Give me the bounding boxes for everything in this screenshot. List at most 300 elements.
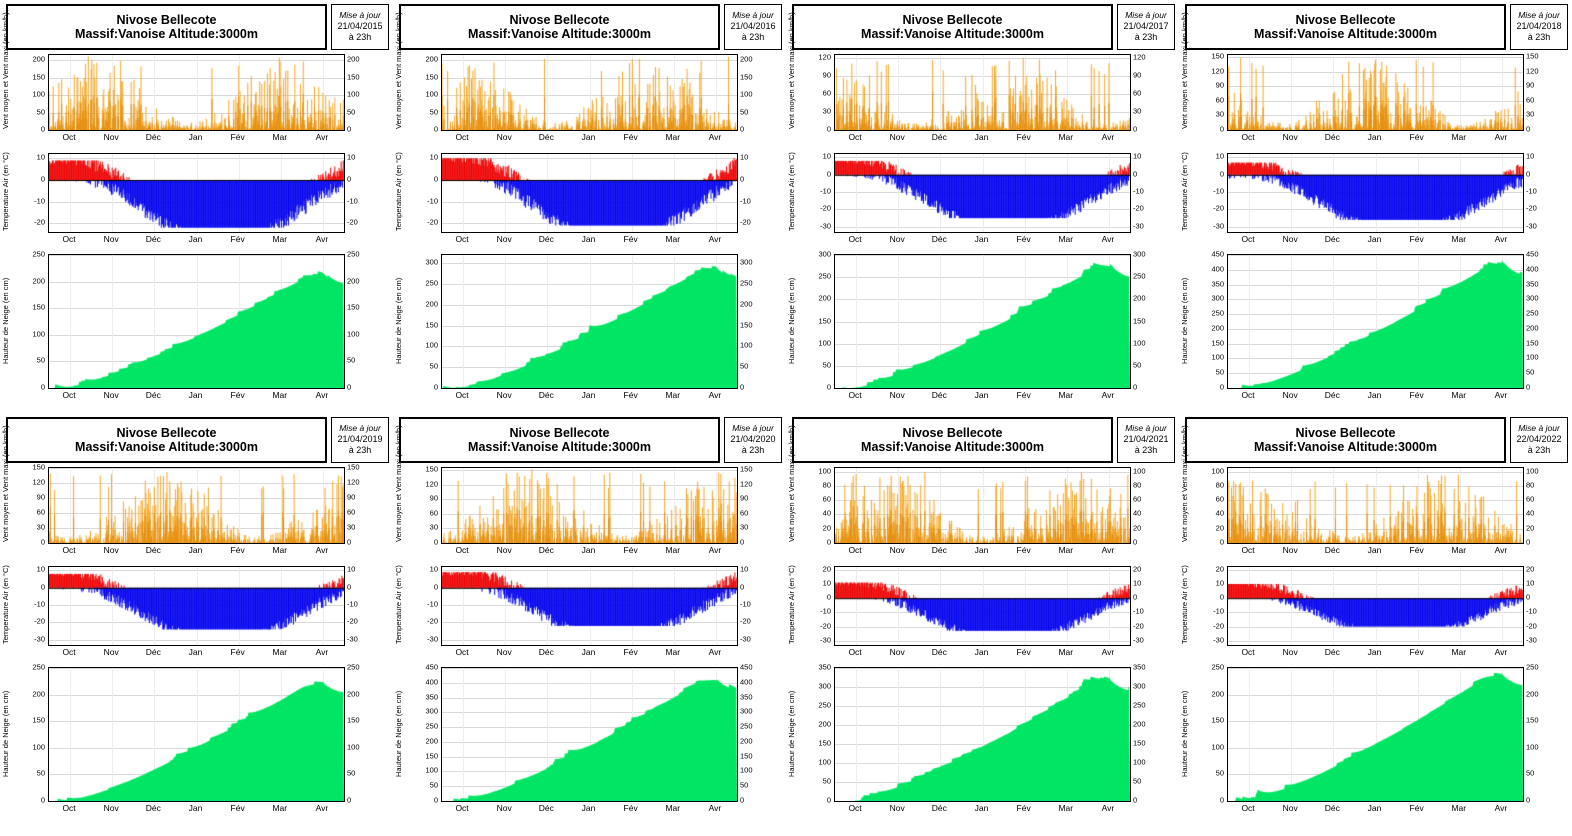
snow-ytick-right: 300: [1526, 293, 1539, 303]
station-title-box: [1185, 4, 1506, 50]
snow-ytick-right: 50: [347, 768, 356, 778]
wind-ytick-left: 150: [1211, 51, 1224, 61]
temp-axis-label: Temperature Air (en °C): [1180, 152, 1189, 231]
snow-xtick-nov: Nov: [1282, 803, 1298, 813]
snow-xtick-mar: Mar: [1451, 803, 1467, 813]
temp-ytick-left: 0: [40, 582, 45, 592]
snow-ytick-left: 150: [818, 316, 831, 325]
snow-xtick-déc: Déc: [538, 803, 554, 813]
snow-ytick-right: 450: [1526, 249, 1539, 259]
wind-ytick-right: 0: [347, 124, 352, 134]
wind-xtick-fév: Fév: [230, 132, 245, 142]
snow-ytick-right: 150: [1133, 316, 1146, 325]
temp-xtick-déc: Déc: [538, 234, 554, 244]
snow-ytick-left: 400: [1211, 264, 1224, 274]
update-time: à 23h: [1527, 32, 1551, 43]
temp-ytick-left: -20: [34, 616, 45, 626]
wind-ytick-right: 60: [347, 507, 356, 517]
temp-ytick-right: -10: [1133, 606, 1144, 616]
wind-ytick-left: 90: [429, 493, 438, 503]
temp-ytick-right: 10: [1526, 151, 1535, 161]
snow-ytick-right: 200: [347, 276, 360, 286]
wind-ytick-left: 90: [1215, 80, 1224, 90]
snow-chart: [1179, 662, 1572, 822]
snow-ytick-right: 350: [1526, 279, 1539, 289]
nivose-panel-p2016: [393, 0, 786, 413]
wind-plot-area: [441, 54, 738, 131]
update-box: [1117, 417, 1175, 463]
wind-xtick-oct: Oct: [455, 132, 469, 142]
wind-xtick-oct: Oct: [1241, 545, 1255, 555]
snow-ytick-left: 450: [1211, 249, 1224, 259]
wind-xtick-mar: Mar: [1058, 545, 1074, 555]
wind-xtick-oct: Oct: [848, 132, 862, 142]
snow-series-canvas: [442, 668, 737, 801]
temp-ytick-right: 0: [347, 582, 352, 592]
wind-ytick-left: 30: [822, 106, 831, 116]
snow-ytick-right: 150: [1526, 715, 1539, 725]
temp-ytick-right: 0: [1526, 592, 1531, 602]
temp-ytick-left: 10: [36, 152, 45, 162]
temp-xtick-jan: Jan: [188, 647, 203, 657]
temp-ytick-left: 0: [433, 582, 438, 592]
temp-xtick-oct: Oct: [455, 234, 469, 244]
snow-ytick-right: 100: [347, 329, 360, 339]
temp-ytick-right: 0: [740, 582, 745, 592]
snow-ytick-right: 400: [1526, 264, 1539, 274]
temp-series-canvas: [835, 154, 1130, 232]
wind-xtick-mar: Mar: [1058, 132, 1074, 142]
snow-ytick-left: 250: [425, 721, 438, 731]
wind-ytick-left: 90: [36, 492, 45, 502]
temp-xtick-nov: Nov: [496, 234, 512, 244]
snow-ytick-right: 400: [740, 677, 753, 687]
wind-xtick-jan: Jan: [974, 545, 989, 555]
temp-ytick-left: 10: [822, 151, 831, 161]
wind-ytick-right: 80: [1526, 480, 1535, 490]
snow-ytick-right: 0: [1133, 795, 1138, 805]
temp-chart: [393, 153, 786, 253]
snow-ytick-right: 50: [740, 361, 749, 371]
snow-ytick-right: 450: [740, 662, 753, 672]
snow-ytick-right: 200: [1526, 689, 1539, 699]
temp-ytick-left: -20: [427, 616, 438, 626]
temp-xtick-fév: Fév: [1016, 647, 1031, 657]
snow-ytick-left: 200: [818, 293, 831, 303]
snow-xtick-avr: Avr: [1494, 390, 1508, 400]
wind-plot-area: [48, 467, 345, 544]
temp-ytick-left: -10: [427, 196, 438, 206]
temp-axis-label: Temperature Air (en °C): [787, 565, 796, 644]
snow-chart: [786, 662, 1179, 822]
station-title-box: [792, 4, 1113, 50]
snow-ytick-right: 250: [740, 721, 753, 731]
update-label: Mise à jour: [1125, 10, 1167, 21]
temp-xtick-mar: Mar: [1451, 647, 1467, 657]
temp-ytick-right: 10: [1133, 151, 1142, 161]
update-label: Mise à jour: [1125, 423, 1167, 434]
snow-xtick-nov: Nov: [1282, 390, 1298, 400]
snow-ytick-right: 150: [740, 751, 753, 761]
temp-ytick-left: 10: [822, 578, 831, 588]
temp-xtick-nov: Nov: [1282, 647, 1298, 657]
snow-ytick-left: 200: [1211, 323, 1224, 333]
update-box: [331, 417, 389, 463]
temp-series-canvas: [442, 567, 737, 645]
wind-ytick-left: 40: [1215, 508, 1224, 518]
nivose-panel-p2015: [0, 0, 393, 413]
temp-ytick-left: -10: [34, 196, 45, 206]
temp-xtick-nov: Nov: [1282, 234, 1298, 244]
temp-ytick-right: 10: [1133, 578, 1142, 588]
temp-plot-area: [441, 153, 738, 233]
panel-header: [393, 413, 786, 463]
temp-xtick-avr: Avr: [708, 647, 722, 657]
wind-xtick-fév: Fév: [230, 545, 245, 555]
snow-xtick-fév: Fév: [230, 390, 245, 400]
snow-xtick-avr: Avr: [315, 803, 329, 813]
station-title-box: [1185, 417, 1506, 463]
wind-series-canvas: [1228, 468, 1523, 543]
wind-xtick-fév: Fév: [1016, 132, 1031, 142]
wind-ytick-right: 40: [1133, 508, 1142, 518]
station-name: Nivose Bellecote: [1295, 13, 1396, 27]
wind-ytick-right: 60: [1526, 494, 1535, 504]
snow-ytick-right: 100: [1133, 757, 1146, 767]
wind-xtick-jan: Jan: [974, 132, 989, 142]
snow-ytick-left: 0: [40, 382, 45, 392]
update-date: 21/04/2018: [1516, 21, 1562, 32]
wind-xtick-nov: Nov: [1282, 545, 1298, 555]
snow-ytick-left: 350: [818, 662, 831, 672]
snow-ytick-left: 100: [1211, 742, 1224, 752]
temp-xtick-oct: Oct: [62, 647, 76, 657]
wind-ytick-right: 90: [1133, 70, 1142, 80]
snow-ytick-left: 0: [1219, 795, 1224, 805]
temp-xtick-oct: Oct: [62, 234, 76, 244]
snow-xtick-mar: Mar: [1451, 390, 1467, 400]
temp-ytick-right: 0: [1526, 169, 1531, 179]
temp-ytick-right: -30: [1133, 635, 1144, 645]
temp-xtick-mar: Mar: [665, 647, 681, 657]
temp-ytick-left: -10: [1213, 186, 1224, 196]
snow-ytick-right: 50: [740, 780, 749, 790]
snow-xtick-fév: Fév: [623, 803, 638, 813]
snow-xtick-jan: Jan: [581, 390, 596, 400]
snow-series-canvas: [49, 668, 344, 801]
wind-xtick-jan: Jan: [1367, 545, 1382, 555]
temp-xtick-nov: Nov: [496, 647, 512, 657]
wind-xtick-déc: Déc: [1324, 545, 1340, 555]
snow-ytick-right: 200: [1133, 719, 1146, 729]
snow-xtick-déc: Déc: [931, 803, 947, 813]
wind-ytick-left: 100: [1211, 466, 1224, 476]
wind-ytick-right: 60: [1526, 95, 1535, 105]
wind-ytick-left: 50: [429, 107, 438, 117]
station-massif-altitude: Massif:Vanoise Altitude:3000m: [861, 440, 1044, 454]
snow-ytick-right: 250: [347, 662, 360, 672]
snow-ytick-left: 50: [1215, 768, 1224, 778]
station-name: Nivose Bellecote: [902, 13, 1003, 27]
snow-xtick-déc: Déc: [1324, 803, 1340, 813]
snow-xtick-fév: Fév: [623, 390, 638, 400]
wind-xtick-jan: Jan: [188, 132, 203, 142]
temp-xtick-fév: Fév: [623, 647, 638, 657]
wind-ytick-left: 0: [1219, 537, 1224, 547]
nivose-panel-p2021: [786, 413, 1179, 836]
temp-xtick-jan: Jan: [581, 234, 596, 244]
snow-ytick-left: 150: [32, 302, 45, 312]
snow-series-canvas: [1228, 255, 1523, 388]
station-massif-altitude: Massif:Vanoise Altitude:3000m: [75, 440, 258, 454]
temp-xtick-jan: Jan: [1367, 647, 1382, 657]
snow-ytick-right: 0: [740, 795, 745, 805]
wind-axis-label: Vent moyen et Vent maxi (en km/h): [1, 425, 10, 542]
temp-ytick-right: -20: [1526, 203, 1537, 213]
station-massif-altitude: Massif:Vanoise Altitude:3000m: [75, 27, 258, 41]
temp-ytick-right: -20: [740, 217, 751, 227]
wind-xtick-nov: Nov: [103, 132, 119, 142]
temp-ytick-right: 0: [1133, 169, 1138, 179]
wind-xtick-déc: Déc: [145, 545, 161, 555]
wind-ytick-right: 90: [740, 493, 749, 503]
snow-ytick-left: 150: [425, 751, 438, 761]
wind-series-canvas: [442, 468, 737, 543]
snow-ytick-left: 50: [429, 780, 438, 790]
wind-ytick-right: 150: [740, 464, 753, 474]
wind-ytick-left: 30: [1215, 109, 1224, 119]
wind-ytick-right: 100: [1526, 466, 1539, 476]
temp-axis-label: Temperature Air (en °C): [787, 152, 796, 231]
snow-ytick-left: 0: [826, 795, 831, 805]
temp-axis-label: Temperature Air (en °C): [394, 565, 403, 644]
snow-xtick-avr: Avr: [315, 390, 329, 400]
temp-xtick-oct: Oct: [848, 647, 862, 657]
snow-xtick-fév: Fév: [230, 803, 245, 813]
station-title-box: [792, 417, 1113, 463]
snow-xtick-jan: Jan: [1367, 803, 1382, 813]
wind-ytick-right: 90: [1526, 80, 1535, 90]
snow-ytick-left: 100: [818, 338, 831, 348]
wind-ytick-right: 50: [740, 107, 749, 117]
station-name: Nivose Bellecote: [116, 426, 217, 440]
wind-xtick-jan: Jan: [1367, 132, 1382, 142]
temp-xtick-fév: Fév: [1409, 234, 1424, 244]
snow-axis-label: Hauteur de Neige (en cm): [1, 277, 10, 364]
wind-ytick-left: 60: [822, 494, 831, 504]
wind-ytick-right: 200: [740, 54, 753, 64]
snow-ytick-left: 200: [425, 299, 438, 309]
snow-ytick-left: 100: [818, 757, 831, 767]
temp-ytick-left: -10: [427, 599, 438, 609]
update-time: à 23h: [1134, 32, 1158, 43]
snow-xtick-oct: Oct: [62, 803, 76, 813]
update-time: à 23h: [348, 32, 372, 43]
snow-ytick-right: 200: [1526, 323, 1539, 333]
snow-xtick-nov: Nov: [889, 390, 905, 400]
wind-ytick-right: 150: [740, 72, 753, 82]
snow-xtick-nov: Nov: [496, 803, 512, 813]
wind-ytick-left: 40: [822, 508, 831, 518]
panel-header: [1179, 0, 1572, 50]
wind-ytick-left: 150: [425, 464, 438, 474]
temp-xtick-fév: Fév: [1409, 647, 1424, 657]
station-title-box: [399, 4, 720, 50]
temp-ytick-right: 20: [1526, 564, 1535, 574]
wind-ytick-left: 20: [822, 523, 831, 533]
nivose-panel-p2018: [1179, 0, 1572, 413]
snow-ytick-right: 0: [1526, 382, 1531, 392]
snow-xtick-mar: Mar: [272, 390, 288, 400]
snow-xtick-mar: Mar: [665, 803, 681, 813]
temp-ytick-right: -10: [1526, 606, 1537, 616]
wind-ytick-right: 30: [1526, 109, 1535, 119]
snow-ytick-left: 250: [1211, 308, 1224, 318]
temp-xtick-avr: Avr: [1494, 234, 1508, 244]
temp-xtick-jan: Jan: [974, 647, 989, 657]
wind-xtick-jan: Jan: [581, 132, 596, 142]
wind-series-canvas: [1228, 55, 1523, 130]
snow-ytick-left: 200: [1211, 689, 1224, 699]
station-name: Nivose Bellecote: [1295, 426, 1396, 440]
station-title-box: [6, 417, 327, 463]
temp-series-canvas: [1228, 567, 1523, 645]
snow-ytick-right: 50: [347, 355, 356, 365]
temp-xtick-avr: Avr: [1494, 647, 1508, 657]
temp-axis-label: Temperature Air (en °C): [1180, 565, 1189, 644]
temp-ytick-left: 20: [1215, 564, 1224, 574]
wind-xtick-mar: Mar: [665, 132, 681, 142]
snow-ytick-right: 150: [740, 320, 753, 330]
temp-xtick-mar: Mar: [272, 234, 288, 244]
wind-ytick-left: 0: [1219, 124, 1224, 134]
temp-ytick-left: -20: [1213, 621, 1224, 631]
wind-xtick-mar: Mar: [1451, 132, 1467, 142]
wind-xtick-fév: Fév: [1016, 545, 1031, 555]
wind-ytick-left: 0: [433, 124, 438, 134]
wind-xtick-oct: Oct: [62, 545, 76, 555]
temp-ytick-left: 0: [1219, 592, 1224, 602]
temp-ytick-right: 10: [740, 152, 749, 162]
temp-plot-area: [834, 566, 1131, 646]
snow-ytick-right: 250: [740, 278, 753, 288]
temp-ytick-right: -10: [740, 196, 751, 206]
snow-xtick-avr: Avr: [1101, 390, 1115, 400]
wind-ytick-left: 120: [425, 479, 438, 489]
update-label: Mise à jour: [1518, 10, 1560, 21]
temp-xtick-nov: Nov: [889, 234, 905, 244]
temp-series-canvas: [49, 567, 344, 645]
update-time: à 23h: [741, 32, 765, 43]
temp-ytick-right: -30: [1526, 635, 1537, 645]
snow-ytick-left: 250: [1211, 662, 1224, 672]
snow-xtick-nov: Nov: [103, 803, 119, 813]
wind-xtick-fév: Fév: [623, 132, 638, 142]
station-title-box: [399, 417, 720, 463]
snow-xtick-jan: Jan: [974, 803, 989, 813]
wind-ytick-left: 0: [40, 537, 45, 547]
update-time: à 23h: [348, 445, 372, 456]
snow-xtick-mar: Mar: [665, 390, 681, 400]
snow-plot-area: [48, 254, 345, 389]
snow-chart: [393, 662, 786, 822]
snow-ytick-left: 200: [32, 276, 45, 286]
snow-ytick-right: 0: [347, 382, 352, 392]
snow-xtick-déc: Déc: [145, 390, 161, 400]
panel-header: [1179, 413, 1572, 463]
wind-xtick-déc: Déc: [538, 545, 554, 555]
temp-ytick-right: 0: [347, 174, 352, 184]
wind-xtick-déc: Déc: [931, 545, 947, 555]
wind-series-canvas: [835, 55, 1130, 130]
wind-ytick-left: 0: [40, 124, 45, 134]
snow-xtick-déc: Déc: [145, 803, 161, 813]
temp-chart: [393, 566, 786, 666]
temp-ytick-right: -20: [1526, 621, 1537, 631]
temp-xtick-avr: Avr: [315, 234, 329, 244]
temp-plot-area: [1227, 566, 1524, 646]
station-massif-altitude: Massif:Vanoise Altitude:3000m: [468, 440, 651, 454]
nivose-panel-p2019: [0, 413, 393, 836]
station-name: Nivose Bellecote: [902, 426, 1003, 440]
wind-xtick-avr: Avr: [1494, 545, 1508, 555]
snow-ytick-left: 250: [818, 271, 831, 281]
snow-chart: [786, 249, 1179, 409]
update-time: à 23h: [741, 445, 765, 456]
snow-ytick-left: 50: [36, 768, 45, 778]
station-name: Nivose Bellecote: [509, 426, 610, 440]
update-box: [1510, 4, 1568, 50]
wind-xtick-nov: Nov: [103, 545, 119, 555]
wind-ytick-right: 0: [1133, 124, 1138, 134]
wind-xtick-fév: Fév: [623, 545, 638, 555]
temp-xtick-déc: Déc: [145, 647, 161, 657]
snow-ytick-left: 100: [1211, 352, 1224, 362]
snow-xtick-jan: Jan: [188, 803, 203, 813]
temp-ytick-left: -10: [1213, 606, 1224, 616]
panel-header: [786, 0, 1179, 50]
wind-xtick-oct: Oct: [848, 545, 862, 555]
snow-chart: [0, 662, 393, 822]
wind-ytick-right: 120: [1526, 66, 1539, 76]
snow-ytick-right: 100: [1526, 742, 1539, 752]
temp-plot-area: [1227, 153, 1524, 233]
wind-xtick-nov: Nov: [496, 132, 512, 142]
wind-xtick-oct: Oct: [1241, 132, 1255, 142]
snow-ytick-left: 350: [1211, 279, 1224, 289]
wind-xtick-déc: Déc: [931, 132, 947, 142]
temp-ytick-left: -20: [820, 203, 831, 213]
update-box: [1117, 4, 1175, 50]
snow-ytick-right: 250: [1526, 308, 1539, 318]
snow-ytick-right: 350: [740, 692, 753, 702]
temp-xtick-jan: Jan: [581, 647, 596, 657]
temp-xtick-mar: Mar: [665, 234, 681, 244]
temp-xtick-avr: Avr: [1101, 647, 1115, 657]
temp-xtick-déc: Déc: [538, 647, 554, 657]
update-time: à 23h: [1527, 445, 1551, 456]
wind-plot-area: [834, 467, 1131, 544]
snow-xtick-oct: Oct: [848, 803, 862, 813]
panel-header: [786, 413, 1179, 463]
temp-ytick-right: 10: [1526, 578, 1535, 588]
update-label: Mise à jour: [732, 423, 774, 434]
temp-ytick-left: 10: [1215, 578, 1224, 588]
wind-ytick-right: 40: [1526, 508, 1535, 518]
update-label: Mise à jour: [732, 10, 774, 21]
snow-axis-label: Hauteur de Neige (en cm): [1180, 690, 1189, 777]
wind-ytick-right: 30: [1133, 106, 1142, 116]
